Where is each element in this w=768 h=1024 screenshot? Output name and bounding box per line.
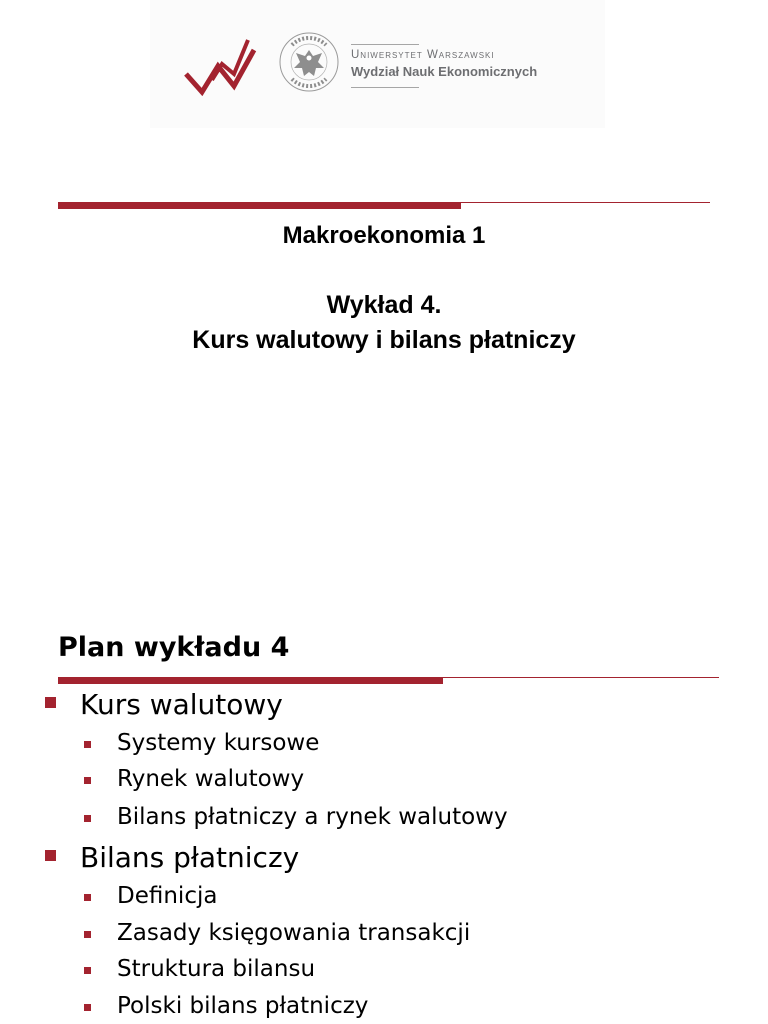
plan-section-exchange-rate: Kurs walutowy: [80, 688, 283, 721]
plan-item: Definicja: [117, 883, 218, 909]
plan-item: Bilans płatniczy a rynek walutowy: [117, 804, 508, 830]
university-name: [351, 49, 495, 61]
logo-rule-top: [351, 44, 419, 45]
university-name-text: Uniwersytet Warszawski: [351, 49, 495, 61]
faculty-name: Wydział Nauk Ekonomicznych: [351, 64, 538, 79]
plan-rule-thin: [443, 677, 719, 678]
course-title: Makroekonomia 1: [282, 222, 486, 249]
plan-title: Plan wykładu 4: [58, 632, 290, 663]
university-seal-icon: [278, 22, 340, 102]
plan-item: Systemy kursowe: [117, 730, 320, 756]
wne-logo-icon: [182, 36, 258, 96]
plan-item: Zasady księgowania transakcji: [117, 920, 471, 946]
plan-item: Rynek walutowy: [117, 766, 305, 792]
bullet-square-icon: [84, 777, 91, 784]
logo-rule-bottom: [351, 87, 419, 88]
lecture-topic: Kurs walutowy i bilans płatniczy: [192, 326, 576, 354]
bullet-square-icon: [84, 741, 91, 748]
bullet-square-icon: [84, 815, 91, 822]
bullet-square-icon: [45, 850, 56, 861]
plan-item: Struktura bilansu: [117, 956, 316, 982]
title-rule-thick: [58, 202, 461, 209]
bullet-square-icon: [84, 894, 91, 901]
plan-rule-thick: [58, 677, 443, 684]
lecture-heading: [0, 288, 768, 358]
plan-section-balance-of-payments: Bilans płatniczy: [80, 841, 300, 874]
title-rule-thin: [461, 202, 710, 203]
bullet-square-icon: [45, 697, 56, 708]
plan-item: Polski bilans płatniczy: [117, 993, 369, 1019]
bullet-square-icon: [84, 1004, 91, 1011]
bullet-square-icon: [84, 967, 91, 974]
bullet-square-icon: [84, 931, 91, 938]
lecture-number: Wykład 4.: [326, 291, 442, 319]
